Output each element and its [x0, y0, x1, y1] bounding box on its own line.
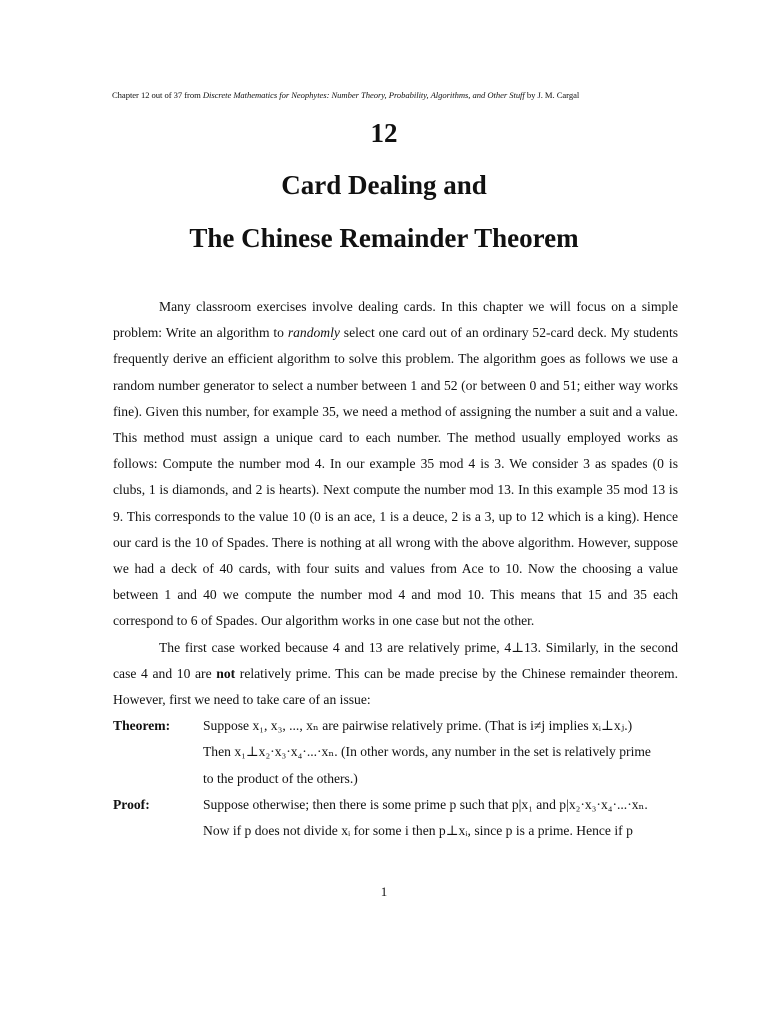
- proof-label: Proof:: [113, 796, 150, 812]
- chapter-title-line-2: The Chinese Remainder Theorem: [189, 223, 579, 253]
- header-author: by J. M. Cargal: [524, 90, 580, 100]
- theorem-line-1: Suppose x₁, x₃, ..., xₙ are pairwise relatively prime. (That is i≠j implies xᵢ⊥xⱼ.): [203, 718, 633, 734]
- proof-line-2: Now if p does not divide xᵢ for some i then p⊥xᵢ, since p is a prime. Hence if p: [203, 823, 633, 839]
- paragraph-1: [113, 294, 678, 635]
- header-prefix: Chapter 12 out of 37 from: [112, 90, 203, 100]
- proof-line-1: Suppose otherwise; then there is some prime p such that p|x₁ and p|x₂·x₃·x₄·...·xₙ.: [203, 796, 648, 812]
- theorem-statement: [203, 713, 678, 792]
- theorem-label: Theorem:: [113, 718, 171, 734]
- theorem-line-3: to the product of the others.): [203, 770, 358, 786]
- header-book-title: Discrete Mathematics for Neophytes: Number Theory, Probability, Algorithms, and Other Stuff: [202, 90, 525, 100]
- paragraph-1-text-b: select one card out of an ordinary 52-card deck. My students frequently derive an efficient algorithm to solve this problem. The algorithm goes as follows we use a random number generator to select a number between 1 and 52 (or between 0 and 51; either way works fine). Given this number, for example 35, we need a method of assigning the number a suit and a value. This method must assign a unique card to each number. The method usually employed works as follows: Compute the number mod 4. In our example 35 mod 4 is 3. We consider 3 as spades (0 is clubs, 1 is diamonds, and 2 is hearts). Next compute the number mod 13. In this example 35 mod 13 is 9. This corresponds to the value 10 (0 is an ace, 1 is a deuce, 2 is a 3, up to 12 which is a king). Hence our card is the 10 of Spades. There is nothing at all wrong with the above algorithm. However, suppose we had a deck of 40 cards, with four suits and values from Ace to 10. Now the choosing a value between 1 and 40 we compute the number mod 4 and mod 10. This means that 15 and 35 each correspond to 6 of Spades. Our algorithm works in one case but not the other.: [113, 325, 679, 629]
- running-header: [112, 90, 702, 100]
- theorem-line-2: Then x₁⊥x₂·x₃·x₄·...·xₙ. (In other words, any number in the set is relatively prime: [203, 744, 651, 760]
- paragraph-2-text-a: The first case worked because 4 and 13 are relatively prime, 4⊥13. Similarly, in the second case 4 and 10 are: [113, 639, 678, 681]
- paragraph-2: [113, 635, 678, 714]
- proof-block: [113, 792, 678, 844]
- paragraph-1-emphasis: randomly: [287, 325, 340, 341]
- paragraph-1-text-a: Many classroom exercises involve dealing cards. In this chapter we will focus on a simple problem: Write an algorithm to: [113, 299, 678, 341]
- paragraph-2-text-b: relatively prime. This can be made precise by the Chinese remainder theorem. However, first we need to take care of an issue:: [113, 665, 678, 708]
- proof-text: [203, 792, 678, 844]
- paragraph-2-bold: not: [216, 665, 236, 681]
- body-text: [113, 294, 678, 844]
- theorem-block: [113, 713, 678, 792]
- chapter-title-line-1: Card Dealing and: [281, 170, 487, 200]
- page-number: 1: [380, 884, 388, 899]
- chapter-number: 12: [370, 118, 398, 148]
